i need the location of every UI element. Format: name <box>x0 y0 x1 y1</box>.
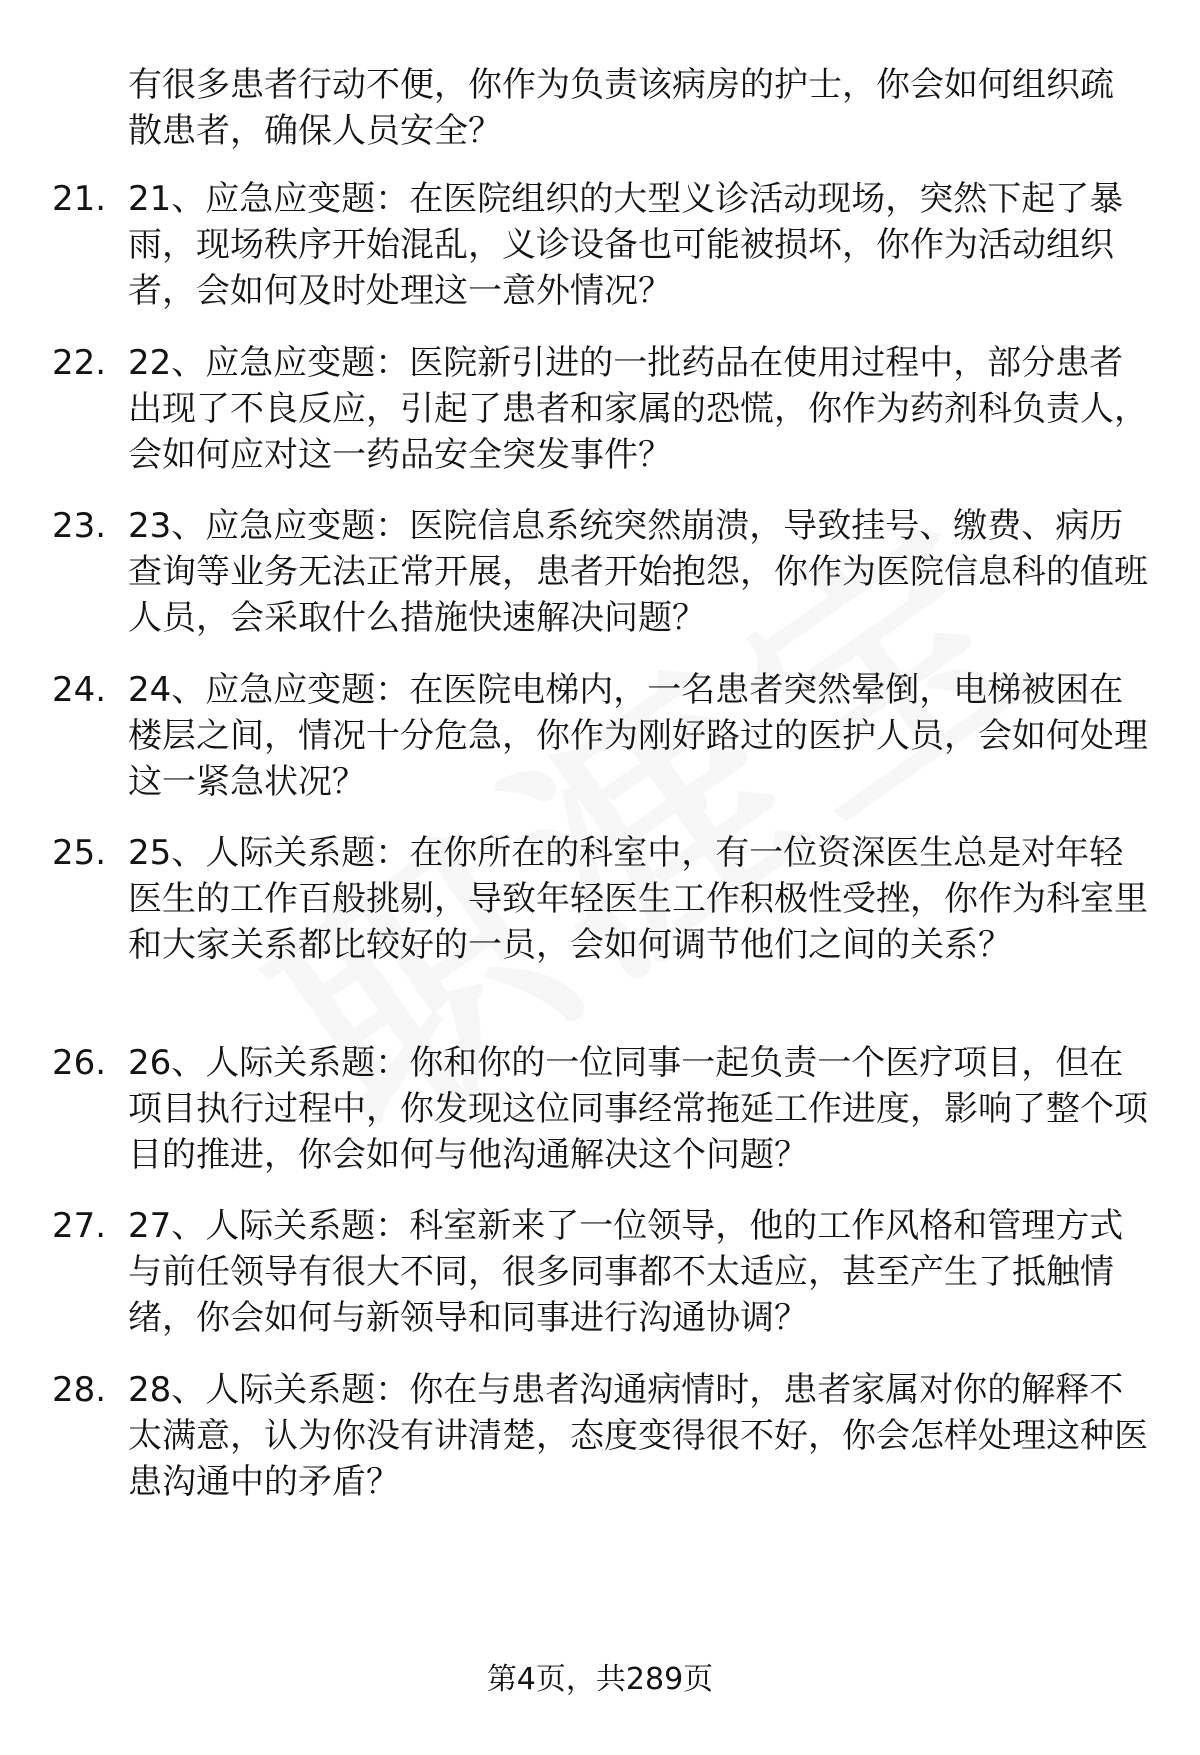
item-number: 25. <box>52 833 107 873</box>
page-footer: 第4页，共289页 <box>486 1662 714 1697</box>
item-text: 24、应急应变题：在医院电梯内，一名患者突然晕倒，电梯被困在楼层之间，情况十分危急，你作为刚好路过的医护人员，会如何处理这一紧急状况？ <box>128 670 1148 802</box>
item-text: 27、人际关系题：科室新来了一位领导，他的工作风格和管理方式与前任领导有很大不同，很多同事都不太适应，甚至产生了抵触情绪，你会如何与新领导和同事进行沟通协调？ <box>128 1206 1124 1338</box>
item-number: 23. <box>52 506 107 546</box>
item-text: 22、应急应变题：医院新引进的一批药品在使用过程中，部分患者出现了不良反应，引起了患者和家属的恐慌，你作为药剂科负责人，会如何应对这一药品安全突发事件？ <box>128 343 1148 475</box>
item-text: 28、人际关系题：你在与患者沟通病情时，患者家属对你的解释不太满意，认为你没有讲清楚，态度变得很不好，你会怎样处理这种医患沟通中的矛盾？ <box>128 1370 1148 1502</box>
item-text: 21、应急应变题：在医院组织的大型义诊活动现场，突然下起了暴雨，现场秩序开始混乱，义诊设备也可能被损坏，你作为活动组织者，会如何及时处理这一意外情况？ <box>128 179 1124 311</box>
item-number: 22. <box>52 343 107 383</box>
item-number: 21. <box>52 179 107 219</box>
item-number: 26. <box>52 1043 107 1083</box>
item-number: 28. <box>52 1370 107 1410</box>
item-text: 25、人际关系题：在你所在的科室中，有一位资深医生总是对年轻医生的工作百般挑剔，导致年轻医生工作积极性受挫，你作为科室里和大家关系都比较好的一员，会如何调节他们之间的关系？ <box>128 833 1148 965</box>
continuation-text: 有很多患者行动不便，你作为负责该病房的护士，你会如何组织疏散患者，确保人员安全？ <box>128 65 1114 151</box>
item-number: 27. <box>52 1206 107 1246</box>
item-text: 23、应急应变题：医院信息系统突然崩溃，导致挂号、缴费、病历查询等业务无法正常开展，患者开始抱怨，你作为医院信息科的值班人员，会采取什么措施快速解决问题？ <box>128 506 1148 638</box>
item-text: 26、人际关系题：你和你的一位同事一起负责一个医疗项目，但在项目执行过程中，你发现这位同事经常拖延工作进度，影响了整个项目的推进，你会如何与他沟通解决这个问题？ <box>128 1043 1148 1175</box>
item-number: 24. <box>52 670 107 710</box>
